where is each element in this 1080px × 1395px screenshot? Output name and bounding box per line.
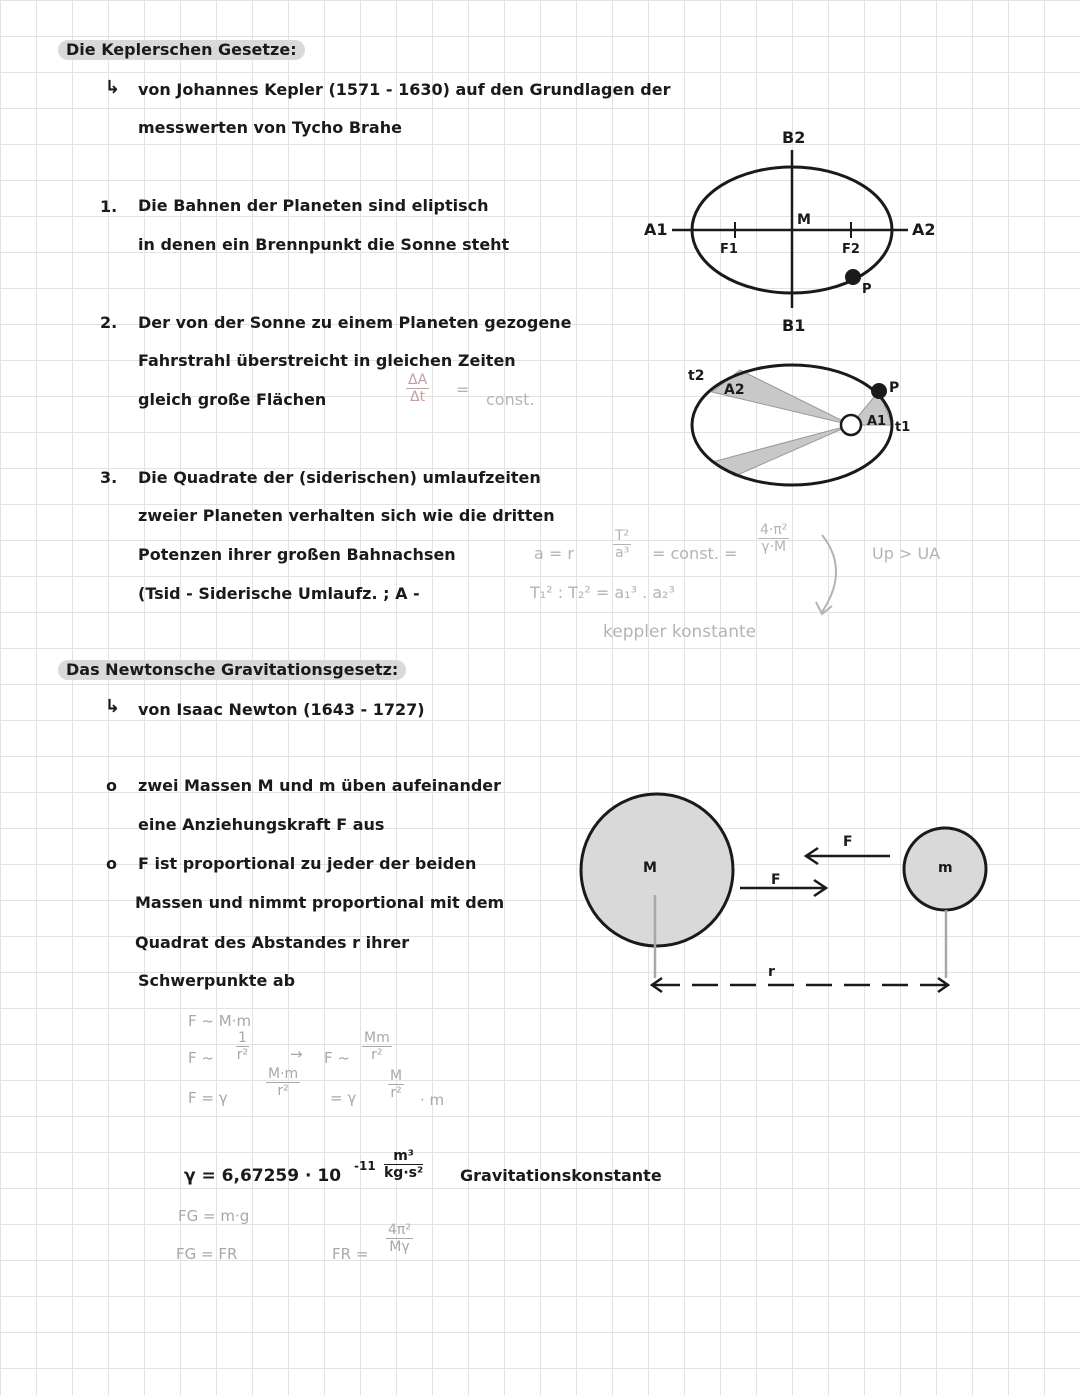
kepler-heading: Die Keplerschen Gesetze:	[58, 40, 305, 60]
kepler-intro-line1: von Johannes Kepler (1571 - 1630) auf den Grundlagen der	[138, 80, 671, 99]
bullet2-line2: Massen und nimmt proportional mit dem	[135, 893, 505, 912]
formula-f2-rden: r²	[371, 1047, 383, 1063]
formula-f3-eq: = γ	[330, 1089, 357, 1107]
bullet1-icon: o	[106, 776, 117, 795]
label-distance-r: r	[768, 964, 775, 980]
label-B2: B2	[782, 128, 806, 147]
formula-f3-den: r²	[277, 1083, 289, 1099]
label-t2: t2	[688, 368, 705, 384]
label-F2: F2	[842, 242, 860, 257]
law3-ratio: T₁² : T₂² = a₁³ . a₂³	[530, 583, 675, 602]
law3-a-eq-r: a = r	[534, 544, 574, 563]
law3-frac-num: T²	[615, 528, 630, 544]
label-small-m: m	[938, 860, 953, 876]
formula-f2-rhs: F ~	[324, 1049, 350, 1067]
law1-line1: Die Bahnen der Planeten sind eliptisch	[138, 196, 489, 215]
law3-number: 3.	[100, 468, 118, 487]
newton-intro-arrow-icon: ↳	[105, 696, 121, 717]
law1-number: 1.	[100, 197, 118, 216]
law2-number: 2.	[100, 313, 118, 332]
formula-f2-lhs: F ~	[188, 1049, 214, 1067]
bullet2-line4: Schwerpunkte ab	[138, 971, 296, 990]
formula-f3-fraction	[266, 1066, 300, 1099]
label-A1-area: A1	[867, 414, 887, 429]
formula-f3-num: M·m	[268, 1066, 299, 1082]
law2-formula-den: Δt	[410, 389, 426, 405]
formula-fg: FG = m·g	[178, 1207, 250, 1225]
keppler-konstante-label: keppler konstante	[603, 622, 757, 642]
label-big-M: M	[643, 860, 657, 876]
law3-line2: zweier Planeten verhalten sich wie die dritten	[138, 506, 555, 525]
law1-line2: in denen ein Brennpunkt die Sonne steht	[138, 235, 510, 254]
label-A2: A2	[912, 220, 936, 239]
formula-f2-rnum: Mm	[364, 1030, 390, 1046]
formula-f2-num: 1	[238, 1030, 247, 1046]
law3-line1: Die Quadrate der (siderischen) umlaufzeiten	[138, 468, 541, 487]
formula-fg-equals-fr: FG = FR	[176, 1245, 238, 1263]
formula-f3-fraction2	[388, 1068, 404, 1101]
law2-formula-num: ΔA	[408, 372, 428, 388]
label-B1: B1	[782, 316, 806, 335]
kepler-intro-line2: messwerten von Tycho Brahe	[138, 118, 402, 137]
label-P-2: P	[889, 380, 900, 396]
law3-line4: (Tsid - Siderische Umlaufz. ; A -	[138, 584, 420, 603]
formula-f2-den: r²	[236, 1047, 249, 1063]
gravitation-constant-label: Gravitationskonstante	[460, 1166, 662, 1185]
label-force-lower: F	[771, 872, 781, 888]
newton-heading: Das Newtonsche Gravitationsgesetz:	[58, 660, 406, 680]
law2-line2: Fahrstrahl überstreicht in gleichen Zeiten	[138, 351, 516, 370]
label-A1: A1	[644, 220, 668, 239]
formula-f3-num2: M	[390, 1068, 403, 1084]
law3-line3: Potenzen ihrer großen Bahnachsen	[138, 545, 456, 564]
bullet1-line1: zwei Massen M und m üben aufeinander	[138, 776, 502, 795]
law2-line1: Der von der Sonne zu einem Planeten gezogene	[138, 313, 572, 332]
gravitation-constant-unit	[384, 1148, 423, 1181]
gravitation-constant-value: γ = 6,67259 · 10	[184, 1166, 342, 1186]
formula-fr-den: Mγ	[389, 1239, 410, 1255]
gravitation-unit-num: m³	[384, 1148, 423, 1165]
law3-eq-const: = const. =	[652, 544, 738, 563]
bullet2-icon: o	[106, 854, 117, 873]
formula-f3-lhs: F = γ	[188, 1089, 228, 1107]
formula-f2-arrow: →	[290, 1045, 303, 1063]
formula-fr-lhs: FR =	[332, 1245, 369, 1263]
label-t1: t1	[895, 420, 911, 435]
big-mass-circle	[581, 794, 733, 946]
formula-fr-fraction	[386, 1222, 413, 1255]
newton-intro: von Isaac Newton (1643 - 1727)	[138, 700, 425, 719]
law2-formula-rhs: const.	[486, 390, 535, 409]
law3-rhs-num: 4·π²	[760, 522, 788, 538]
formula-f2-rhs-fraction	[362, 1030, 392, 1063]
label-F1: F1	[720, 242, 738, 257]
label-force-upper: F	[843, 834, 853, 850]
gravitation-unit-den: kg·s²	[384, 1165, 424, 1181]
label-P: P	[862, 282, 872, 297]
gravitation-constant-exponent: -11	[354, 1159, 376, 1173]
formula-f2-fraction	[236, 1030, 249, 1063]
formula-f3-tail: · m	[420, 1091, 445, 1109]
formula-fr-num: 4π²	[388, 1222, 411, 1238]
formula-f1: F ~ M·m	[188, 1012, 252, 1030]
kepler-intro-arrow-icon: ↳	[105, 77, 121, 98]
formula-f3-den2: r²	[390, 1085, 402, 1101]
bullet2-line3: Quadrat des Abstandes r ihrer	[135, 933, 410, 952]
velocity-comparison: Up > UA	[872, 544, 941, 563]
bullet1-line2: eine Anziehungskraft F aus	[138, 815, 385, 834]
law2-line3: gleich große Flächen	[138, 390, 327, 409]
bullet2-line1: F ist proportional zu jeder der beiden	[138, 854, 477, 873]
label-A2-area: A2	[724, 382, 745, 398]
label-M: M	[797, 212, 811, 228]
law3-rhs-den: γ·M	[761, 539, 787, 555]
law3-frac-den: a³	[614, 545, 630, 561]
law2-formula-eq: =	[456, 380, 470, 399]
